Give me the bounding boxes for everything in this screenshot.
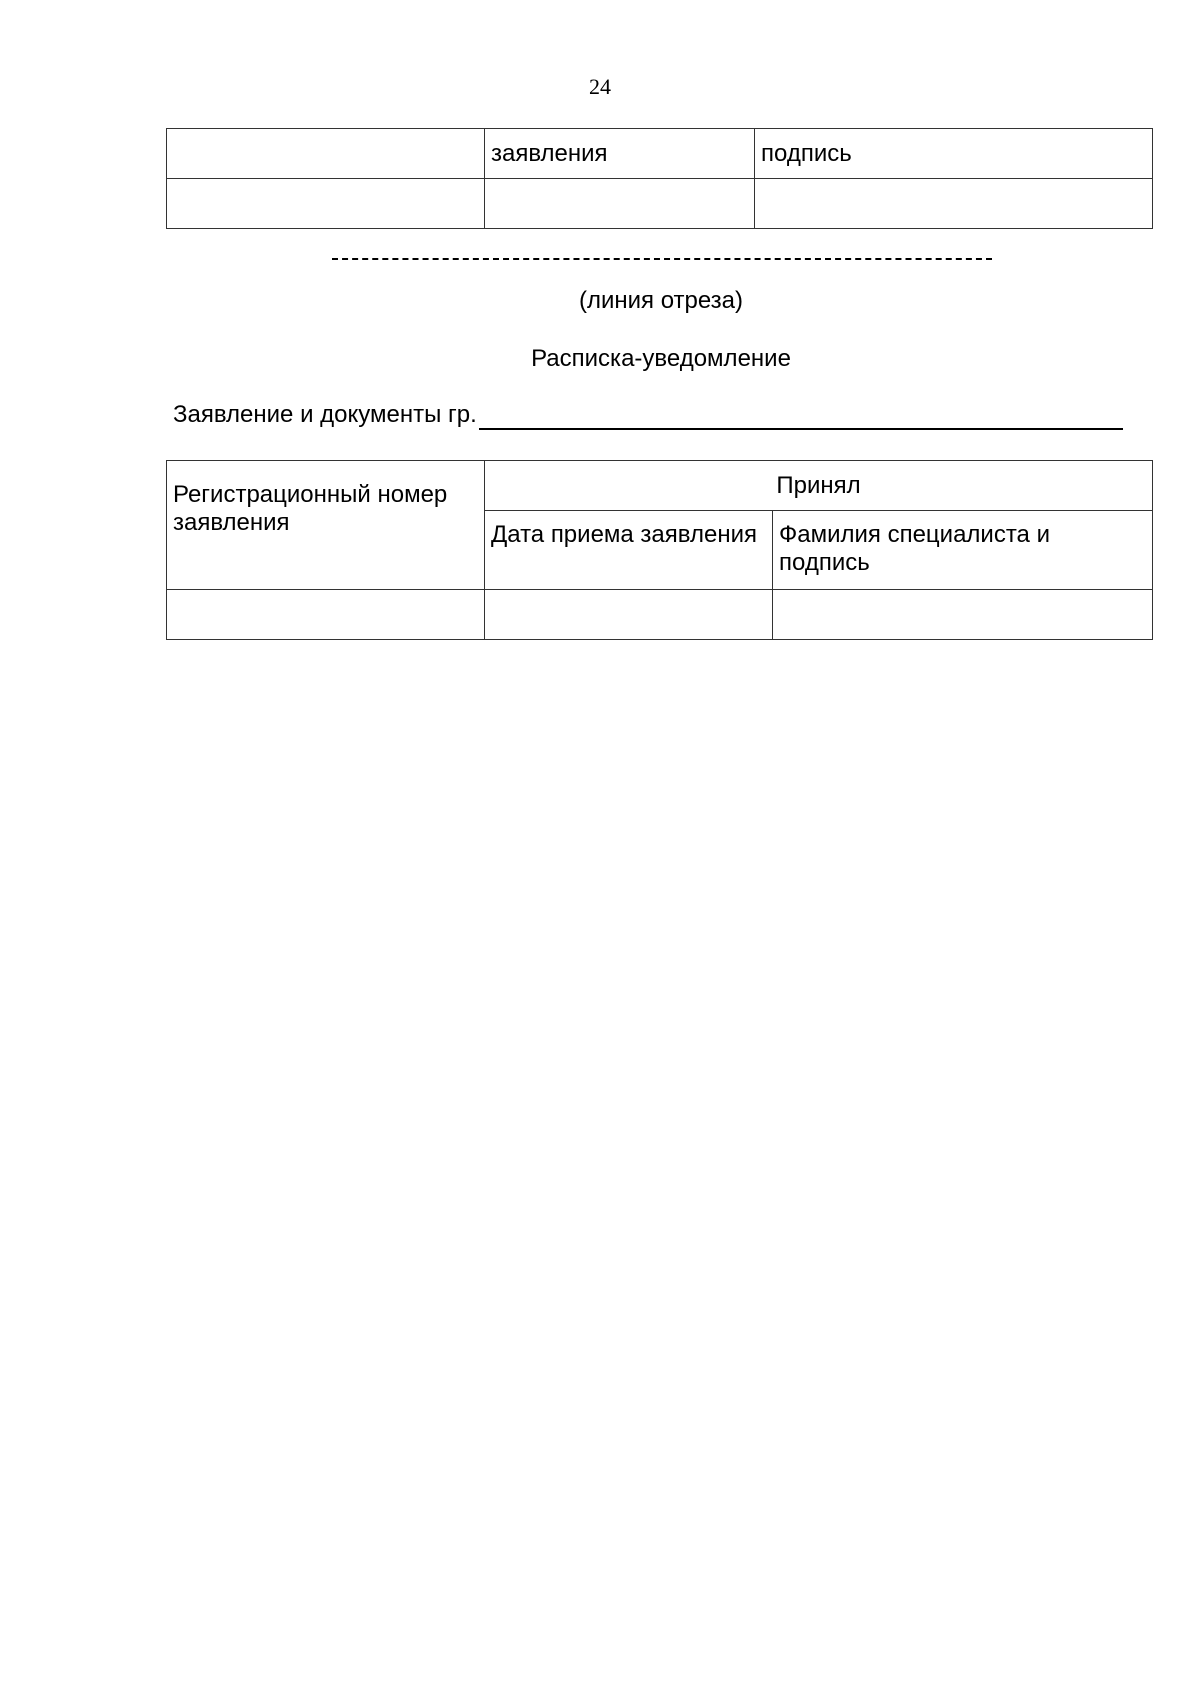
cut-line-label: (линия отреза) (578, 287, 744, 314)
table-cell (167, 590, 485, 640)
table-row (167, 461, 1153, 511)
specialist-header: Фамилия специалиста и подпись (773, 511, 1153, 590)
page-number: 24 (589, 74, 611, 99)
table-row (167, 179, 1153, 229)
table-cell (485, 590, 773, 640)
table-cell (755, 179, 1153, 229)
receipt-table (166, 460, 1153, 640)
table-cell: заявления (485, 129, 755, 179)
top-table (166, 128, 1153, 229)
name-fill-line (479, 401, 1123, 430)
cut-line (332, 258, 992, 264)
table-cell (773, 590, 1153, 640)
date-header: Дата приема заявления (485, 511, 773, 590)
receipt-title: Расписка-уведомление (531, 345, 791, 372)
table-row (167, 129, 1153, 179)
table-cell (167, 129, 485, 179)
accepted-header: Принял (485, 461, 1153, 511)
table-row (167, 590, 1153, 640)
table-cell: подпись (755, 129, 1153, 179)
table-cell (167, 179, 485, 229)
table-cell (485, 179, 755, 229)
statement-line (173, 401, 1123, 433)
reg-number-header: Регистрационный номер заявления (167, 461, 485, 590)
statement-prefix: Заявление и документы гр. (173, 401, 477, 428)
